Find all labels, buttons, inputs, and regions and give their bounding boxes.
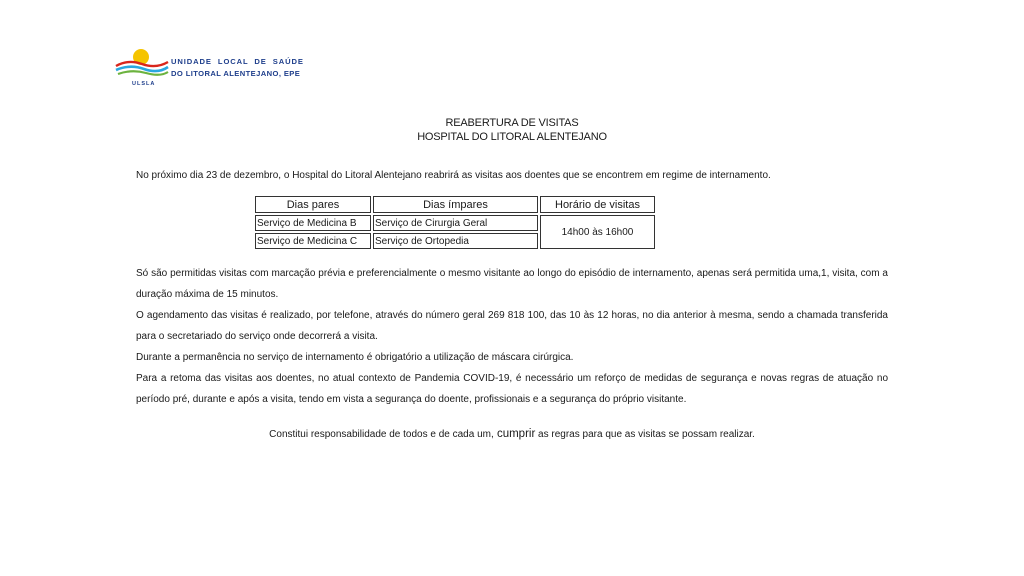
table-cell: Serviço de Medicina C [255,233,371,249]
closing-part-3: as regras para que as visitas se possam realizar. [535,429,755,440]
table-cell: Serviço de Ortopedia [373,233,538,249]
paragraph-safety: Para a retoma das visitas aos doentes, no atual contexto de Pandemia COVID-19, é necessário um reforço de medidas de segurança e novas regras de atuação no período pré, durante e após a visita, tendo em vista a segurança do doente, profissionais e a segurança do próprio visitante. [136,373,888,405]
paragraph-scheduling: O agendamento das visitas é realizado, por telefone, através do número geral 269 818 100, das 10 às 12 horas, no dia anterior à mesma, sendo a chamada transferida para o secretariado do serviço onde decorrerá a visita. [136,310,888,342]
paragraph-mask: Durante a permanência no serviço de internamento é obrigatório a utilização de máscara cirúrgica. [136,352,574,363]
intro-paragraph: No próximo dia 23 de dezembro, o Hospital do Litoral Alentejano reabrirá as visitas aos doentes que se encontrem em regime de internamento. [136,170,771,181]
visits-table [253,194,657,251]
sun-waves-icon [114,46,170,82]
visiting-hours-cell: 14h00 às 16h00 [540,215,655,249]
header-odd-days: Dias ímpares [373,196,538,213]
ulsla-logo [114,46,304,90]
document-title: REABERTURA DE VISITAS [445,117,579,129]
body-text [136,263,888,410]
closing-part-2: cumprir [493,428,536,440]
table-row [255,215,655,231]
header-even-days: Dias pares [255,196,371,213]
closing-part-1: Constitui responsabilidade de todos e de cada um, [269,429,494,440]
table-cell: Serviço de Medicina B [255,215,371,231]
logo-line-2: DO LITORAL ALENTEJANO, EPE [171,69,301,78]
paragraph-booking-rules: Só são permitidas visitas com marcação prévia e preferencialmente o mesmo visitante ao longo do episódio de internamento, apenas será permitida uma,1, visita, com a duração máxima de 15 minutos. [136,268,888,300]
table-cell: Serviço de Cirurgia Geral [373,215,538,231]
header-visiting-hours: Horário de visitas [540,196,655,213]
closing-statement [0,428,1024,440]
document-subtitle: HOSPITAL DO LITORAL ALENTEJANO [417,131,607,143]
logo-abbreviation: ULSLA [132,81,156,87]
table-header-row [255,196,655,213]
logo-line-1: UNIDADE LOCAL DE SAÚDE [171,57,304,66]
